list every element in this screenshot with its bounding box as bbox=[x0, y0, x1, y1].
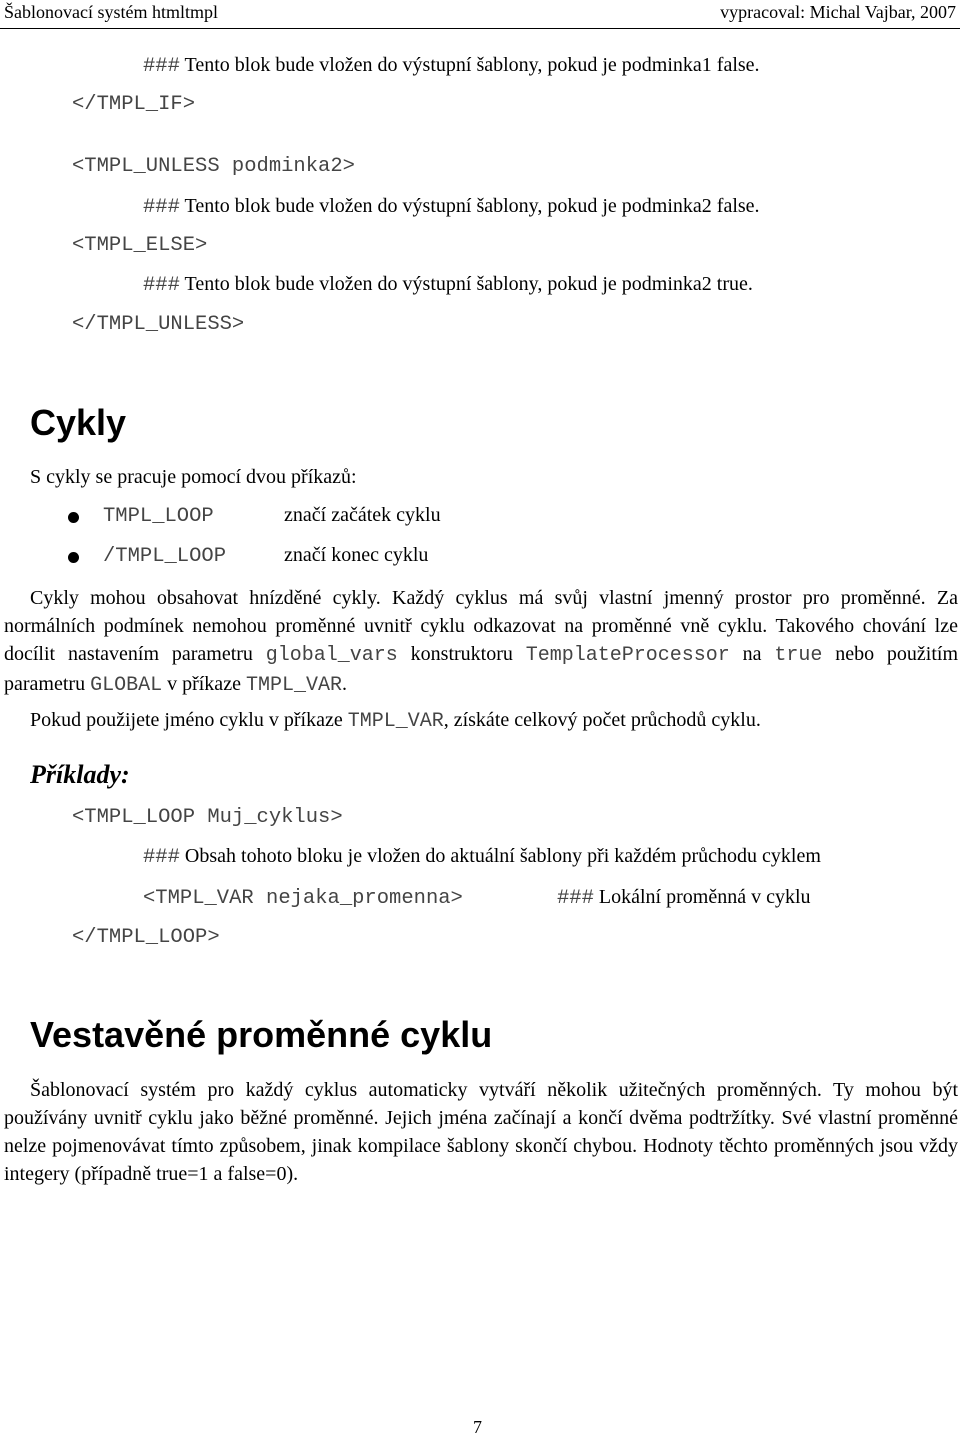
example-line-var: <TMPL_VAR nejaka_promenna> bbox=[143, 887, 463, 910]
code-line-else-comment: ### Tento blok bude vložen do výstupní šablony, pokud je podminka2 true. bbox=[143, 273, 753, 297]
example-line-comment: ### Obsah tohoto bloku je vložen do aktuální šablony při každém průchodu cyklem bbox=[143, 845, 821, 869]
bullet-icon bbox=[68, 512, 79, 523]
code-line-else: <TMPL_ELSE> bbox=[72, 234, 208, 257]
header-title: Šablonovací systém htmltmpl bbox=[4, 2, 218, 22]
cykly-intro: S cykly se pracuje pomocí dvou příkazů: bbox=[30, 466, 357, 488]
example-line-var-comment: ### Lokální proměnná v cyklu bbox=[557, 886, 811, 910]
code-line-if-comment: ### Tento blok bude vložen do výstupní šablony, pokud je podminka1 false. bbox=[143, 54, 760, 78]
bullet-icon bbox=[68, 552, 79, 563]
examples-heading: Příklady: bbox=[30, 760, 130, 789]
page-number: 7 bbox=[473, 1417, 482, 1437]
section-heading-vestavene: Vestavěné proměnné cyklu bbox=[30, 1014, 493, 1055]
example-line-loop: <TMPL_LOOP Muj_cyklus> bbox=[72, 806, 343, 829]
code-line-unless: <TMPL_UNLESS podminka2> bbox=[72, 155, 355, 178]
vestavene-paragraph: Šablonovací systém pro každý cyklus automaticky vytváří několik užitečných proměnných. Ty mohou být používány uvnitř cyklu jako běžné proměnné. Jejich jména začínají a končí dvěma podtržítky. Své vlastní proměnné nelze pojmenovávat tímto způsobem, jinak kompilace šablony skončí chybou. Hodnoty těchto proměnných jsou vždy integery (případně true=1 a false=0). bbox=[4, 1079, 958, 1185]
cykly-paragraph-1: Cykly mohou obsahovat hnízděné cykly. Každý cyklus má svůj vlastní jmenný prostor pro proměnné. Za normálních podmínek nemohou proměnné uvnitř cyklu odkazovat na proměnné vně cyklu. Takového chování lze docílit nastavením parametru global_vars konstruktoru TemplateProcessor na true nebo použitím parametru GLOBAL v příkaze TMPL_VAR. bbox=[4, 587, 959, 697]
code-line-endunless: </TMPL_UNLESS> bbox=[72, 313, 245, 336]
code-line-endif: </TMPL_IF> bbox=[72, 93, 196, 116]
example-line-endloop: </TMPL_LOOP> bbox=[72, 926, 220, 949]
bullet-cmd-loop: TMPL_LOOP bbox=[103, 505, 214, 528]
header-divider bbox=[0, 28, 960, 29]
code-line-unless-comment: ### Tento blok bude vložen do výstupní šablony, pokud je podminka2 false. bbox=[143, 195, 760, 219]
cykly-paragraph-2: Pokud použijete jméno cyklu v příkaze TMPL_VAR, získáte celkový počet průchodů cyklu. bbox=[30, 709, 761, 733]
bullet-desc-endloop: značí konec cyklu bbox=[284, 544, 429, 566]
bullet-desc-loop: značí začátek cyklu bbox=[284, 504, 441, 526]
section-heading-cykly: Cykly bbox=[30, 402, 127, 443]
bullet-cmd-endloop: /TMPL_LOOP bbox=[103, 545, 227, 568]
header-author: vypracoval: Michal Vajbar, 2007 bbox=[720, 2, 956, 22]
